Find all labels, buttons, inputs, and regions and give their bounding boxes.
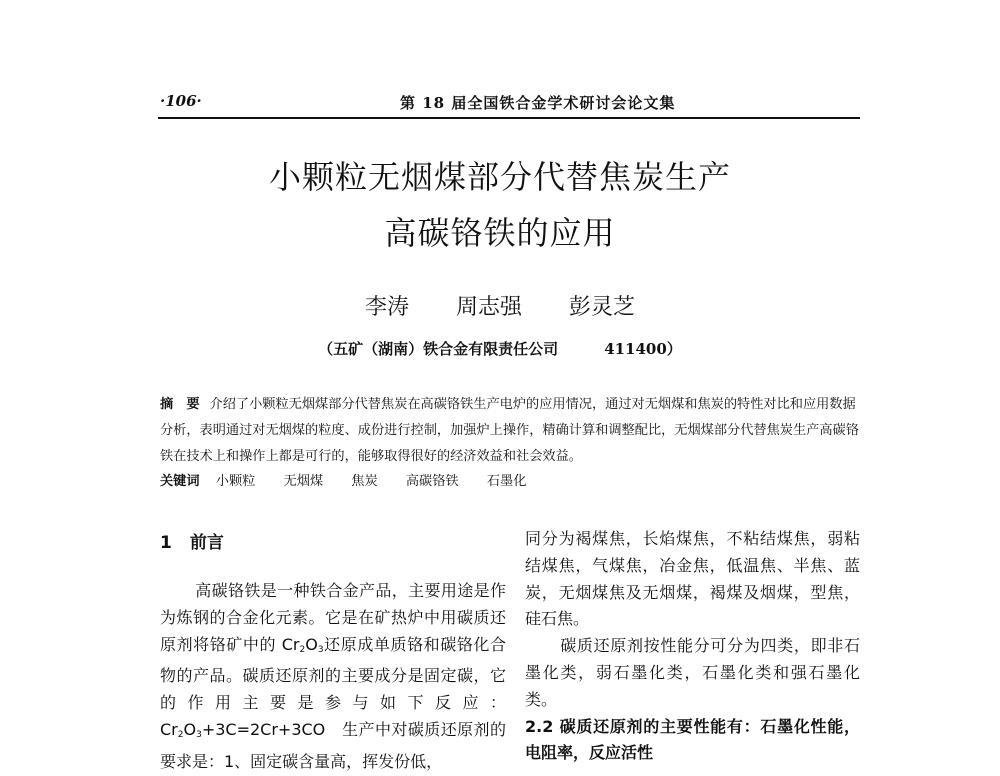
keywords-label: 关键词 — [160, 474, 200, 489]
paragraph: 同分为褐煤焦，长焰煤焦，不粘结煤焦，弱粘结煤焦，气煤焦，冶金焦，低温焦、半焦、蓝炭，无烟煤焦及无烟煤，褐煤及烟煤，型焦，硅石焦。 — [525, 529, 860, 629]
paper-title-line1: 小颗粒无烟煤部分代替焦炭生产 — [268, 158, 731, 196]
keyword: 焦炭 — [351, 474, 378, 489]
paper-title-line2: 高碳铬铁的应用 — [384, 214, 616, 252]
abstract — [160, 392, 860, 470]
section-number: 1 — [160, 533, 172, 553]
author: 李涛 — [364, 295, 409, 320]
author: 周志强 — [455, 295, 522, 320]
subsection-heading: 2.2 碳质还原剂的主要性能有：石墨化性能，电阻率，反应活性 — [525, 716, 860, 763]
keyword: 无烟煤 — [283, 474, 324, 489]
affiliation — [0, 338, 1000, 359]
affiliation-name: （五矿（湖南）铁合金有限责任公司 — [318, 340, 559, 358]
paragraph: 碳质还原剂按性能分可分为四类，即非石墨化类，弱石墨化类，石墨化类和强石墨化类。 — [525, 636, 860, 709]
header-rule — [158, 117, 860, 119]
authors — [0, 290, 1000, 321]
running-header: 第 18 届全国铁合金学术研讨会论文集 — [400, 94, 676, 112]
keywords — [160, 470, 550, 489]
page-number: ·106· — [160, 92, 202, 110]
keyword: 石墨化 — [486, 474, 527, 489]
left-column — [160, 578, 506, 776]
section-title: 前言 — [189, 533, 224, 553]
keyword: 小颗粒 — [215, 474, 256, 489]
affiliation-postcode: 411400） — [604, 340, 682, 358]
abstract-label: 摘 要 — [160, 397, 200, 412]
keyword: 高碳铬铁 — [405, 474, 459, 489]
paragraph: 高碳铬铁是一种铁合金产品，主要用途是作为炼钢的合金化元素。它是在矿热炉中用碳质还原剂将铬矿中的 $Cr_2O_3$还原成单质铬和碳铬化合物的产品。碳质还原剂的主要成分是固定碳，它的作用主要是参与如下反应：$Cr_2O_3+3C=2Cr+3CO$ 生产中对碳质还原剂的要求是：1、固定碳含量高，挥发份低， — [160, 581, 506, 771]
section-heading — [160, 528, 224, 553]
right-column — [525, 526, 860, 767]
abstract-text: 介绍了小颗粒无烟煤部分代替焦炭在高碳铬铁生产电炉的应用情况，通过对无烟煤和焦炭的特性对比和应用数据分析，表明通过对无烟煤的粒度、成份进行控制，加强炉上操作，精确计算和调整配比，无烟煤部分代替焦炭生产高碳铬铁在技术上和操作上都是可行的，能够取得很好的经济效益和社会效益。 — [160, 397, 859, 464]
author: 彭灵芝 — [569, 295, 636, 320]
